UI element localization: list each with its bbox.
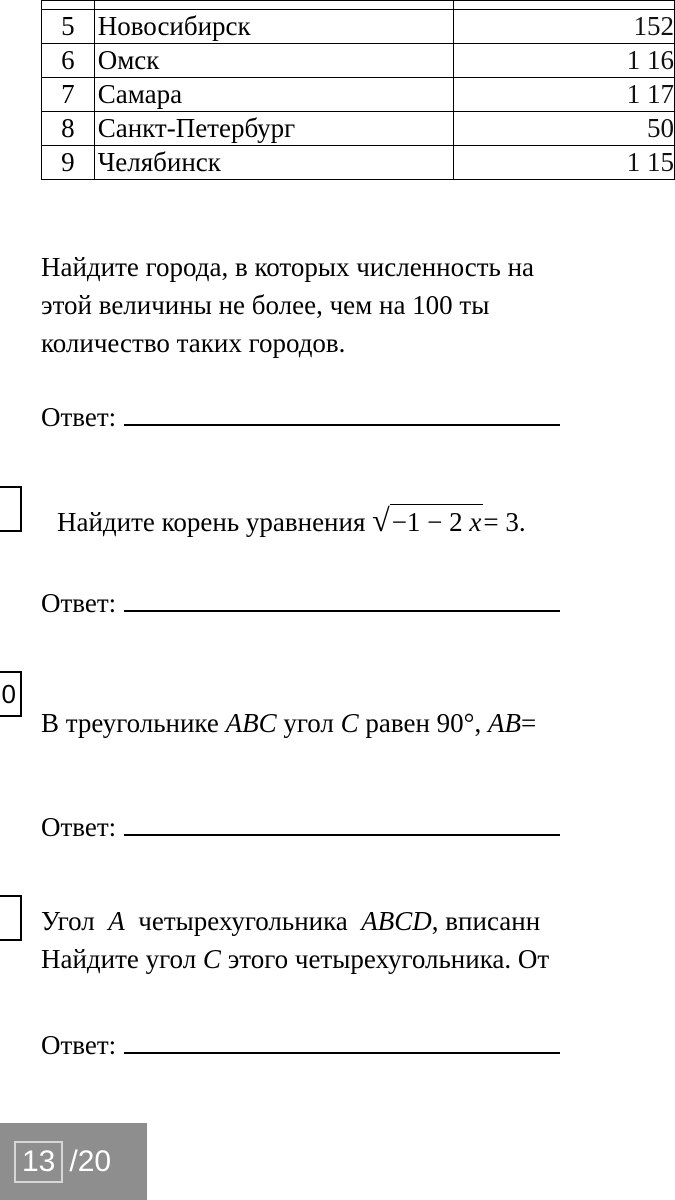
current-page[interactable]: 13 [14, 1141, 63, 1183]
row-number: 7 [42, 78, 95, 112]
answer-field[interactable] [124, 586, 560, 612]
triangle-name: ABC [225, 708, 277, 738]
answer-line-2 [41, 586, 560, 619]
variable-x: x [469, 507, 482, 537]
city-name: Новосибирск [94, 10, 453, 44]
answer-label: Ответ: [41, 1030, 117, 1060]
task-equation [57, 502, 526, 539]
table-row [42, 1, 675, 10]
population-value: 1 15 [453, 146, 674, 180]
angle-name: A [108, 906, 125, 936]
task-number-box: 0 [0, 671, 22, 717]
task-number-box [0, 895, 22, 941]
table-row [42, 78, 675, 112]
answer-label: Ответ: [41, 588, 117, 618]
total-pages: /20 [69, 1144, 112, 1178]
answer-field[interactable] [124, 810, 560, 836]
task-text: , вписанн [431, 906, 541, 936]
row-number: 6 [42, 44, 95, 78]
task-triangle [41, 708, 536, 739]
city-name: Санкт-Петербург [94, 112, 453, 146]
city-name: Самара [94, 78, 453, 112]
answer-field[interactable] [124, 400, 560, 426]
cities-table [41, 0, 675, 180]
radical-icon: √ [372, 502, 390, 538]
row-number: 8 [42, 112, 95, 146]
task-text: угол [283, 708, 334, 738]
answer-line-1 [41, 400, 560, 433]
task-number-box [0, 486, 22, 532]
task-text: Найдите угол [41, 944, 197, 974]
side-name: AB [487, 708, 521, 738]
population-value: 1 16 [453, 44, 674, 78]
table-row [42, 146, 675, 180]
angle-name: C [202, 944, 221, 974]
task-line: Найдите города, в которых численность на [41, 252, 535, 282]
square-root [372, 502, 483, 539]
angle-name: C [340, 708, 359, 738]
population-value: 152 [453, 10, 674, 44]
answer-line-4 [41, 1028, 560, 1061]
row-number: 9 [42, 146, 95, 180]
equation-rhs: = 3 [483, 507, 519, 537]
task-text: этого четырехугольника. От [227, 944, 550, 974]
answer-label: Ответ: [41, 812, 117, 842]
equation-end: . [518, 507, 526, 537]
table-row [42, 44, 675, 78]
quadrilateral-name: ABCD [361, 906, 432, 936]
task-text: четырехугольника [138, 906, 348, 936]
city-name: Омск [94, 44, 453, 78]
population-value: 1 17 [453, 78, 674, 112]
task-text: Угол [41, 906, 95, 936]
task-line [41, 902, 549, 940]
task-text: = [520, 708, 537, 738]
answer-field[interactable] [124, 1028, 560, 1054]
radicand: −1 − 2 [391, 507, 463, 537]
task-equation-text: Найдите корень уравнения [57, 507, 366, 537]
table-row [42, 112, 675, 146]
table-row [42, 10, 675, 44]
answer-label: Ответ: [41, 402, 117, 432]
task-line: этой величины не более, чем на 100 ты [41, 290, 490, 320]
task-population-text [41, 248, 675, 362]
city-name: Челябинск [94, 146, 453, 180]
task-text: В треугольнике [41, 708, 219, 738]
page-indicator[interactable] [0, 1123, 147, 1200]
task-text: равен 90°, [365, 708, 482, 738]
task-quadrilateral [41, 902, 549, 978]
answer-line-3 [41, 810, 560, 843]
task-line [41, 940, 549, 978]
population-value: 50 [453, 112, 674, 146]
task-line: количество таких городов. [41, 328, 346, 358]
row-number: 5 [42, 10, 95, 44]
